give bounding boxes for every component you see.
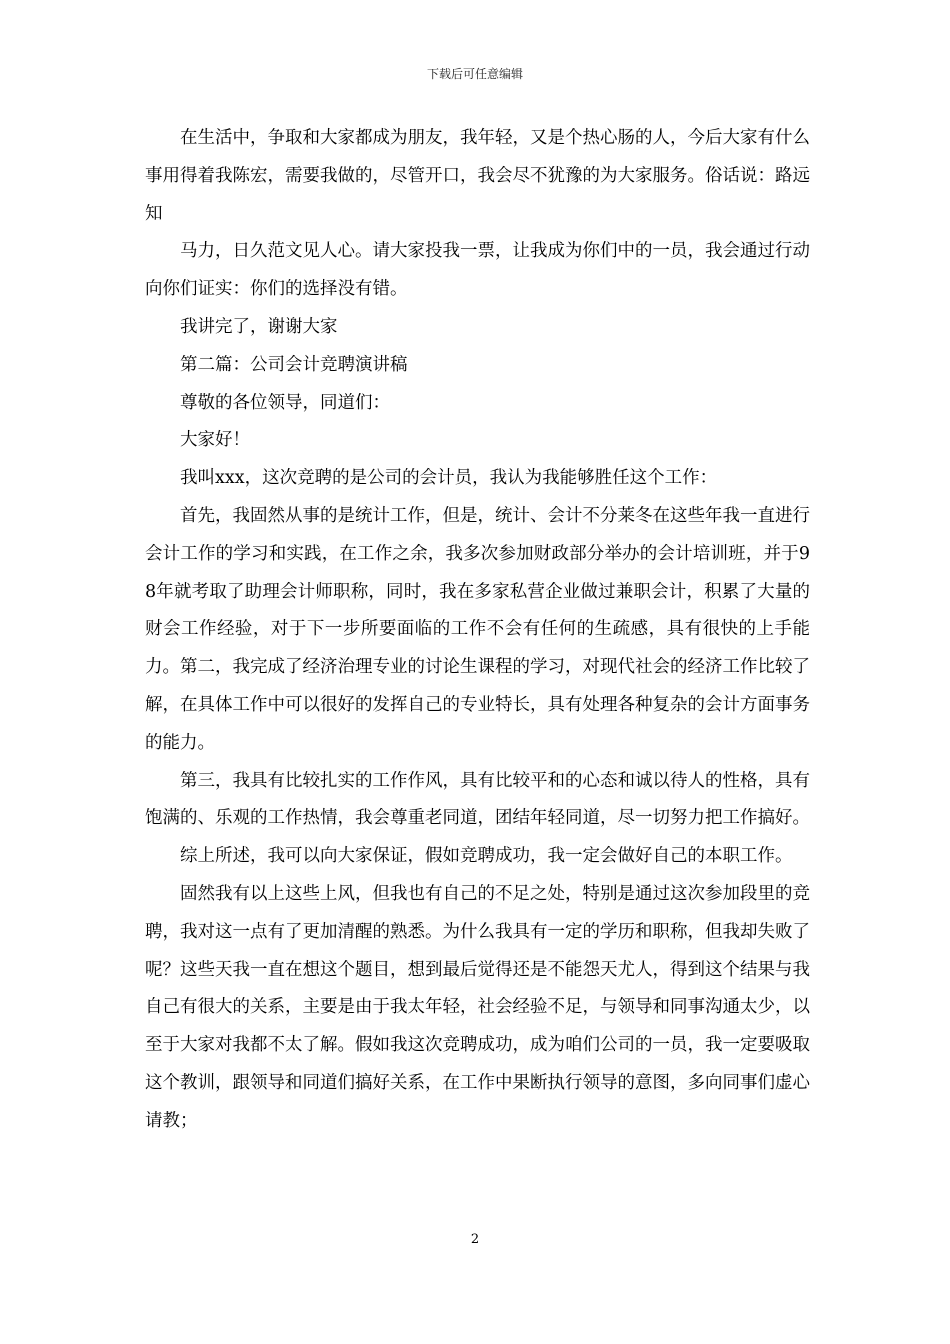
page-number: 2 [470,1232,480,1247]
page-header: 下载后可任意编辑 [426,67,523,81]
paragraph: 在生活中，争取和大家都成为朋友，我年轻，又是个热心肠的人，今后大家有什么事用得着我陈宏，需要我做的，尽管开口，我会尽不犹豫的为大家服务。俗话说：路远知 [145,128,810,224]
body-text [145,120,810,1141]
greeting: 大家好！ [180,430,250,451]
paragraph: 第三，我具有比较扎实的工作作风，具有比较平和的心态和诚以待人的性格，具有饱满的、乐观的工作热情，我会尊重老同道，团结年轻同道，尽一切努力把工作搞好。 [145,770,810,829]
paragraph: 我叫xxx，这次竞聘的是公司的会计员，我认为我能够胜任这个工作： [180,468,718,489]
paragraph: 我讲完了，谢谢大家 [180,316,338,337]
paragraph: 固然我有以上这些上风，但我也有自己的不足之处，特别是通过这次参加段里的竞聘，我对这一点有了更加清醒的熟悉。为什么我具有一定的学历和职称，但我却失败了呢？这些天我一直在想这个题目，想到最后觉得还是不能怨天尤人，得到这个结果与我自己有很大的关系，主要是由于我太年轻，社会经验不足，与领导和同事沟通太少，以至于大家对我都不太了解。假如我这次竞聘成功，成为咱们公司的一员，我一定要吸取这个教训，跟领导和同道们搞好关系，在工作中果断执行领导的意图，多向同事们虚心请教； [145,883,810,1131]
paragraph: 马力，日久范文见人心。请大家投我一票，让我成为你们中的一员，我会通过行动向你们证实：你们的选择没有错。 [145,241,810,300]
paragraph: 综上所述，我可以向大家保证，假如竞聘成功，我一定会做好自己的本职工作。 [180,846,793,867]
paragraph: 首先，我固然从事的是统计工作，但是，统计、会计不分莱冬在这些年我一直进行会计工作的学习和实践，在工作之余，我多次参加财政部分举办的会计培训班，并于98年就考取了助理会计师职称，同时，我在多家私营企业做过兼职会计，积累了大量的财会工作经验，对于下一步所要面临的工作不会有任何的生疏感，具有很快的上手能力。第二，我完成了经济治理专业的讨论生课程的学习，对现代社会的经济工作比较了解，在具体工作中可以很好的发挥自己的专业特长，具有处理各种复杂的会计方面事务的能力。 [145,505,810,753]
salutation: 尊敬的各位领导，同道们： [180,392,390,413]
section-title: 第二篇：公司会计竞聘演讲稿 [180,354,408,375]
